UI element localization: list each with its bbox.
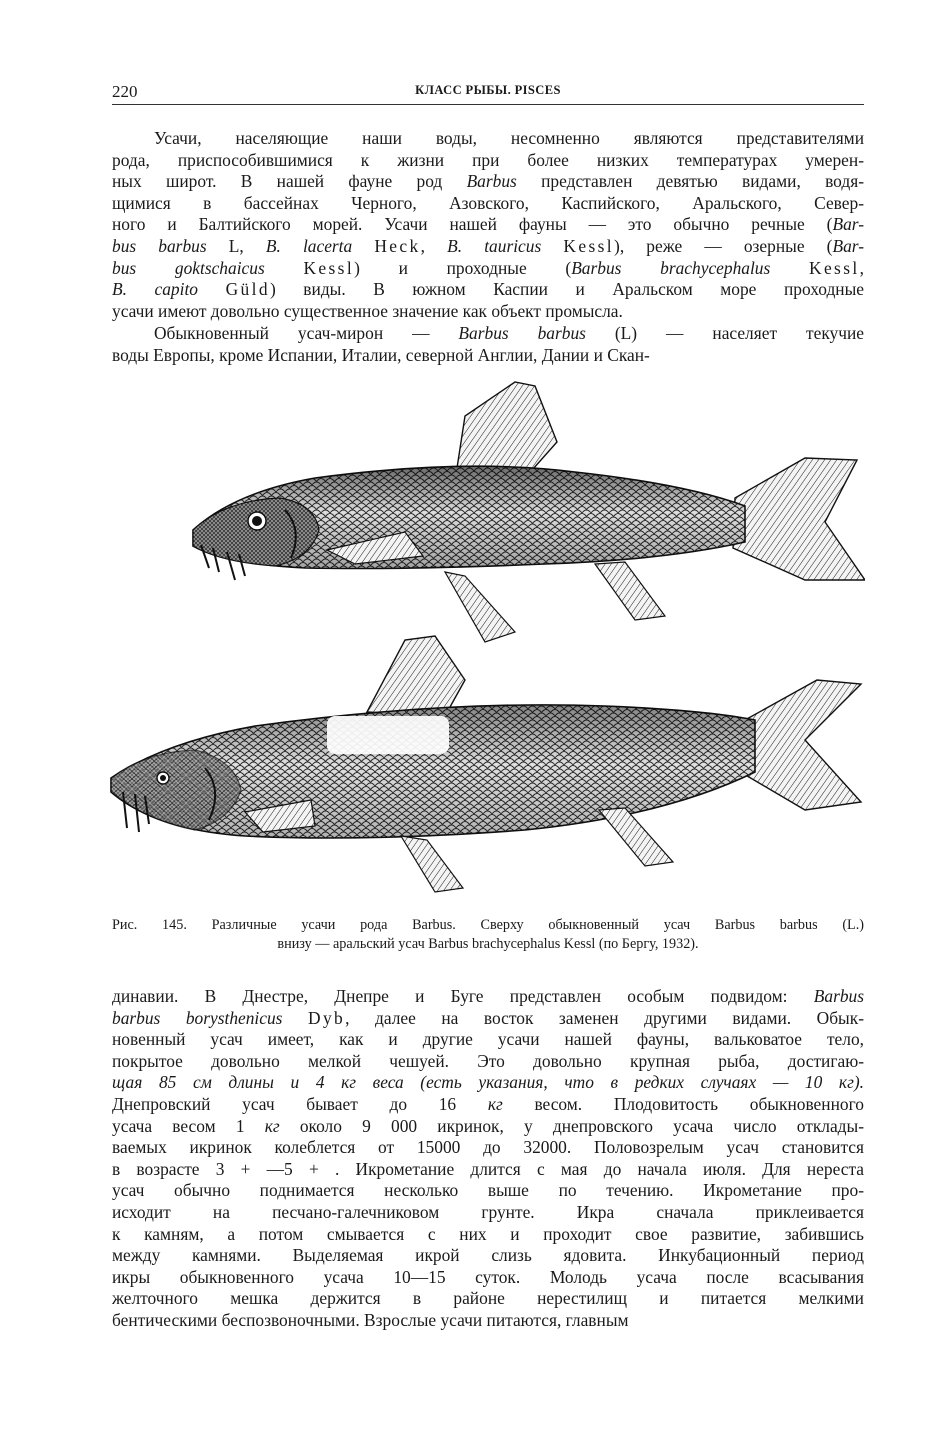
paragraph-barbus-biology xyxy=(112,986,864,1332)
text-line: ного и Балтийского морей. Усачи нашей фауны — это обычно речные (Bar- xyxy=(112,214,864,235)
text-line: усача весом 1 кг около 9 000 икринок, у днепровского усача число отклады- xyxy=(112,1115,864,1136)
fish-barbus-barbus xyxy=(193,382,865,642)
author-name: Heck xyxy=(374,235,421,256)
caption-line: Рис. 145. Различные усачи рода Barbus. Сверху обыкновенный усач Barbus barbus (L.) xyxy=(112,917,864,933)
author-name: Kessl xyxy=(303,257,355,278)
latin-name: bus barbus xyxy=(112,235,207,256)
text-line: B. capito Güld) виды. В южном Каспии и Аральском море проходные xyxy=(112,279,864,300)
text-line: между камнями. Выделяемая икрой слизь ядовита. Инкубационный период xyxy=(112,1245,864,1266)
latin-name: B. tauricus xyxy=(447,235,542,256)
running-head-title: КЛАСС РЫБЫ. PISCES xyxy=(415,83,561,97)
latin-name: B. lacerta xyxy=(265,235,353,256)
text-line: ных широт. В нашей фауне род Barbus представлен девятью видами, водя- xyxy=(112,171,864,192)
paragraph-barbus-intro xyxy=(112,128,864,322)
latin-name: щая 85 см длины и 4 кг веса (есть указания, что в редких случаях — 10 кг). xyxy=(112,1072,864,1093)
latin-name: barbus borysthenicus xyxy=(112,1007,283,1028)
figure-caption xyxy=(112,916,864,954)
text-line: Обыкновенный усач-мирон — Barbus barbus (L) — населяет текучие xyxy=(154,323,864,343)
latin-name: Barbus brachycephalus xyxy=(571,257,771,278)
text-line: бентическими беспозвоночными. Взрослые усачи питаются, главным xyxy=(112,1309,629,1330)
text-line: bus barbus L, B. lacerta Heck, B. tauricus Kessl), реже — озерные (Bar- xyxy=(112,235,864,256)
latin-name: Barbus xyxy=(813,986,864,1006)
latin-name: кг xyxy=(487,1093,503,1114)
text-line: динавии. В Днестре, Днепре и Буге представлен особым подвидом: Barbus xyxy=(112,986,864,1006)
page-number: 220 xyxy=(112,82,138,101)
text-line: в возрасте 3 + —5 + . Икрометание длится с мая до начала июля. Для нереста xyxy=(112,1158,864,1179)
text-line: barbus borysthenicus Dyb, далее на восток заменен другими видами. Обык- xyxy=(112,1007,864,1028)
text-line: Днепровский усач бывает до 16 кг весом. Плодовитость обыкновенного xyxy=(112,1093,864,1114)
text-line xyxy=(112,1072,864,1094)
text-line: новенный усач имеет, как и другие усачи нашей фауны, вальковатое тело, xyxy=(112,1029,864,1050)
text-line: к камням, а потом смывается с них и проходит свое развитие, забившись xyxy=(112,1223,864,1244)
author-name: Dyb xyxy=(307,1007,346,1028)
latin-name: Barbus barbus xyxy=(458,323,586,343)
latin-name: bus goktschaicus xyxy=(112,257,265,278)
latin-name: Barbus xyxy=(466,171,517,192)
text-line: Усачи, населяющие наши воды, несомненно являются представителями xyxy=(154,128,864,148)
author-name: Kessl xyxy=(808,257,860,278)
text-line: ваемых икринок колеблется от 15000 до 32000. Половозрелым усач становится xyxy=(112,1137,864,1158)
text-line: рода, приспособившимися к жизни при более низких температурах умерен- xyxy=(112,149,864,170)
text-line: желточного мешка держится в районе нерестилищ и питается мелкими xyxy=(112,1288,864,1309)
author-name: Kessl xyxy=(563,235,615,256)
text-line: щимися в бассейнах Черного, Азовского, Каспийского, Аральского, Север- xyxy=(112,192,864,213)
paragraph-barbus-barbus-range xyxy=(112,323,864,366)
latin-name: B. capito xyxy=(112,279,198,300)
text-line: покрытое довольно мелкой чешуей. Это довольно крупная рыба, достигаю- xyxy=(112,1050,864,1071)
caption-line: внизу — аральский усач Barbus brachycephalus Kessl (по Бергу, 1932). xyxy=(277,936,699,952)
figure-145-barbus-illustration xyxy=(105,380,865,910)
latin-name: Bar- xyxy=(832,214,864,235)
fish-barbus-brachycephalus xyxy=(111,636,861,892)
latin-name: Bar- xyxy=(832,235,864,256)
text-line: исходит на песчано-галечниковом грунте. Икра сначала приклеивается xyxy=(112,1201,864,1222)
author-name: Güld xyxy=(225,279,270,300)
text-line: bus goktschaicus Kessl) и проходные (Barbus brachycephalus Kessl, xyxy=(112,257,864,278)
running-head xyxy=(112,78,864,105)
latin-name: кг xyxy=(264,1115,280,1136)
text-line: усачи имеют довольно существенное значение как объект промысла. xyxy=(112,300,623,321)
text-line: икры обыкновенного усача 10—15 суток. Молодь усача после всасывания xyxy=(112,1266,864,1287)
text-line: воды Европы, кроме Испании, Италии, северной Англии, Дании и Скан- xyxy=(112,344,650,365)
text-line: усач обычно поднимается несколько выше по течению. Икрометание про- xyxy=(112,1180,864,1201)
